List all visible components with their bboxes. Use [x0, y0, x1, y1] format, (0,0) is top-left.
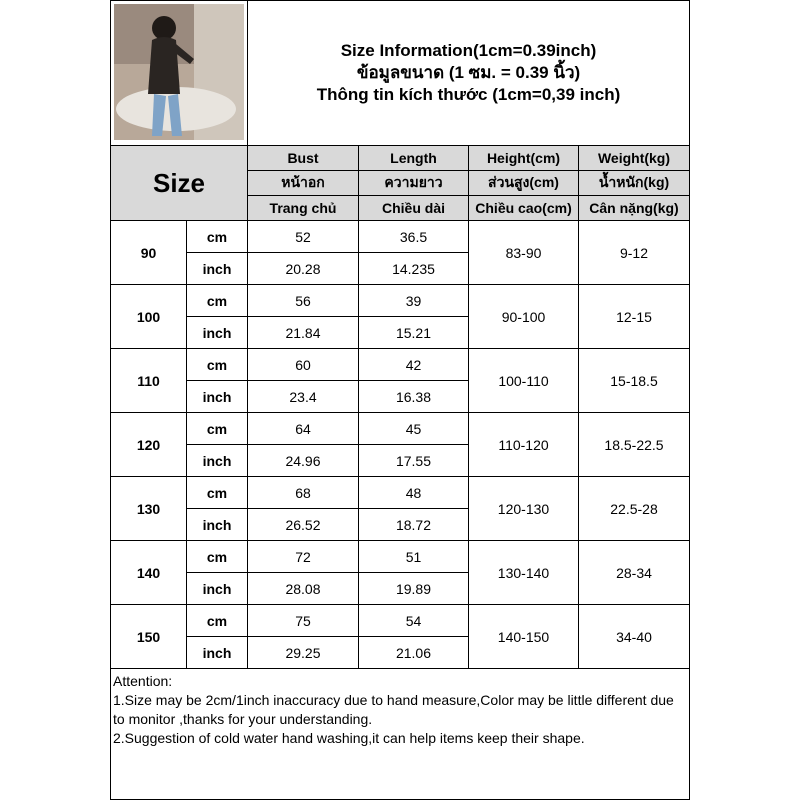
length-cm-cell: 51 [358, 540, 469, 573]
unit-label-cm: cm [186, 604, 248, 637]
length-header-vi: Chiều dài [358, 195, 469, 221]
product-photo [110, 0, 248, 146]
weight-range-cell: 22.5-28 [578, 476, 690, 541]
length-inch-cell: 21.06 [358, 636, 469, 669]
height-range-cell: 83-90 [468, 220, 579, 285]
size-header: Size [110, 145, 248, 221]
unit-label-cm: cm [186, 540, 248, 573]
bust-cm-cell: 52 [247, 220, 359, 253]
bust-inch-cell: 28.08 [247, 572, 359, 605]
height-range-cell: 140-150 [468, 604, 579, 669]
length-header-th: ความยาว [358, 170, 469, 196]
unit-label-inch: inch [186, 380, 248, 413]
bust-cm-cell: 60 [247, 348, 359, 381]
length-header-en: Length [358, 145, 469, 171]
weight-range-cell: 34-40 [578, 604, 690, 669]
child-model-image [114, 4, 244, 140]
bust-cm-cell: 75 [247, 604, 359, 637]
size-info-title [247, 0, 690, 146]
height-range-cell: 130-140 [468, 540, 579, 605]
bust-cm-cell: 56 [247, 284, 359, 317]
height-range-cell: 110-120 [468, 412, 579, 477]
unit-label-inch: inch [186, 508, 248, 541]
bust-inch-cell: 26.52 [247, 508, 359, 541]
title-line-thai: ข้อมูลขนาด (1 ซม. = 0.39 นิ้ว) [356, 63, 581, 82]
bust-cm-cell: 64 [247, 412, 359, 445]
unit-label-cm: cm [186, 220, 248, 253]
weight-header-en: Weight(kg) [578, 145, 690, 171]
height-header-vi: Chiều cao(cm) [468, 195, 579, 221]
size-label: 130 [110, 476, 187, 541]
weight-range-cell: 15-18.5 [578, 348, 690, 413]
height-range-cell: 120-130 [468, 476, 579, 541]
length-cm-cell: 48 [358, 476, 469, 509]
unit-label-inch: inch [186, 252, 248, 285]
length-inch-cell: 18.72 [358, 508, 469, 541]
attention-heading: Attention: [113, 673, 173, 689]
length-inch-cell: 16.38 [358, 380, 469, 413]
length-cm-cell: 45 [358, 412, 469, 445]
length-cm-cell: 39 [358, 284, 469, 317]
unit-label-cm: cm [186, 348, 248, 381]
bust-cm-cell: 72 [247, 540, 359, 573]
height-range-cell: 100-110 [468, 348, 579, 413]
height-header-th: ส่วนสูง(cm) [468, 170, 579, 196]
unit-label-cm: cm [186, 412, 248, 445]
size-label: 90 [110, 220, 187, 285]
unit-label-inch: inch [186, 636, 248, 669]
bust-inch-cell: 23.4 [247, 380, 359, 413]
length-inch-cell: 19.89 [358, 572, 469, 605]
length-inch-cell: 17.55 [358, 444, 469, 477]
length-inch-cell: 14.235 [358, 252, 469, 285]
bust-header-th: หน้าอก [247, 170, 359, 196]
length-inch-cell: 15.21 [358, 316, 469, 349]
size-label: 150 [110, 604, 187, 669]
height-range-cell: 90-100 [468, 284, 579, 349]
unit-label-inch: inch [186, 572, 248, 605]
length-cm-cell: 36.5 [358, 220, 469, 253]
attention-notes [110, 668, 690, 800]
note-washing: 2.Suggestion of cold water hand washing,it can help items keep their shape. [113, 730, 585, 746]
weight-range-cell: 12-15 [578, 284, 690, 349]
size-chart [110, 0, 690, 800]
bust-inch-cell: 21.84 [247, 316, 359, 349]
title-line-english: Size Information(1cm=0.39inch) [340, 41, 597, 60]
size-label: 100 [110, 284, 187, 349]
bust-inch-cell: 24.96 [247, 444, 359, 477]
weight-header-th: น้ำหนัก(kg) [578, 170, 690, 196]
size-label: 120 [110, 412, 187, 477]
size-label: 140 [110, 540, 187, 605]
unit-label-cm: cm [186, 284, 248, 317]
weight-range-cell: 18.5-22.5 [578, 412, 690, 477]
bust-header-vi: Trang chủ [247, 195, 359, 221]
weight-range-cell: 9-12 [578, 220, 690, 285]
weight-range-cell: 28-34 [578, 540, 690, 605]
size-label: 110 [110, 348, 187, 413]
length-cm-cell: 42 [358, 348, 469, 381]
title-line-vietnamese: Thông tin kích thước (1cm=0,39 inch) [316, 85, 621, 104]
bust-header-en: Bust [247, 145, 359, 171]
weight-header-vi: Cân nặng(kg) [578, 195, 690, 221]
bust-inch-cell: 29.25 [247, 636, 359, 669]
unit-label-inch: inch [186, 444, 248, 477]
length-cm-cell: 54 [358, 604, 469, 637]
bust-cm-cell: 68 [247, 476, 359, 509]
height-header-en: Height(cm) [468, 145, 579, 171]
note-measurement: 1.Size may be 2cm/1inch inaccuracy due to hand measure,Color may be little different due to monitor ,thanks for your understanding. [113, 692, 674, 727]
unit-label-cm: cm [186, 476, 248, 509]
bust-inch-cell: 20.28 [247, 252, 359, 285]
unit-label-inch: inch [186, 316, 248, 349]
